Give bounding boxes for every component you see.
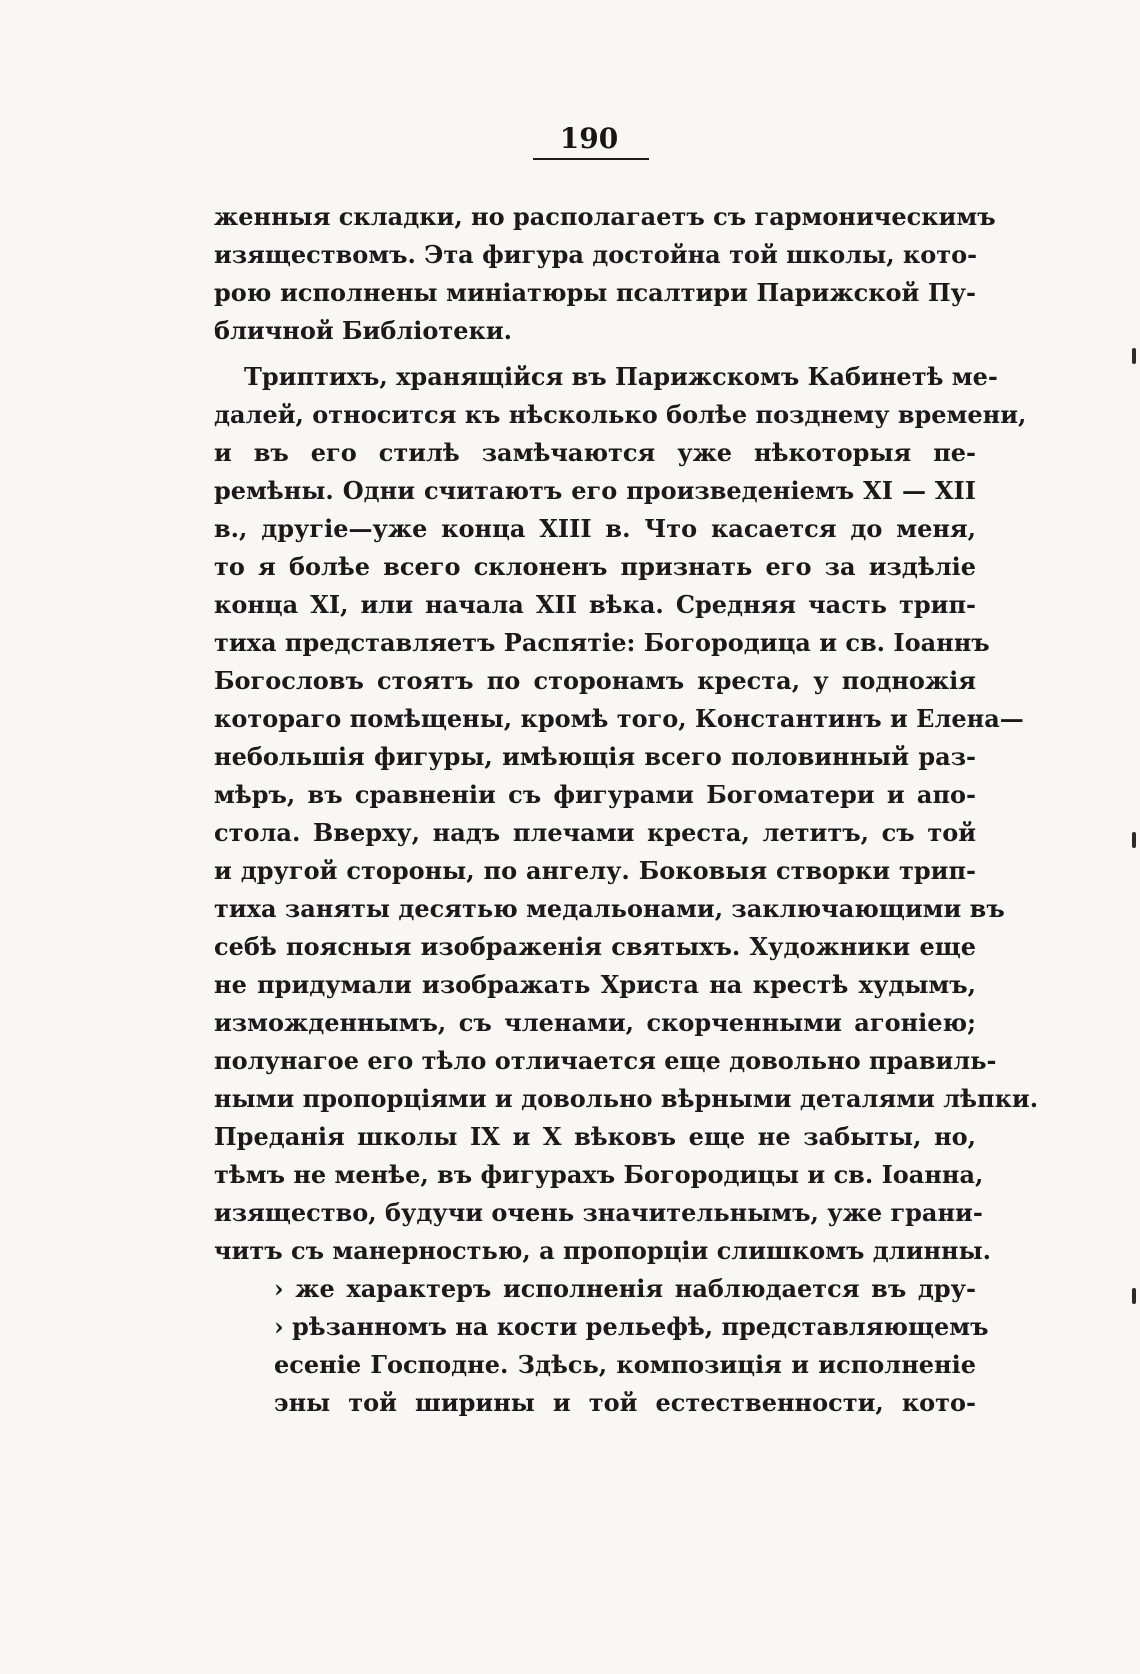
text-line: то я болѣе всего склоненъ признать его за издѣліе <box>214 552 976 581</box>
text-line: конца XI, или начала XII вѣка. Средняя часть трип- <box>214 590 976 619</box>
scan-artifact <box>1132 1288 1136 1304</box>
text-line: › рѣзанномъ на кости рельефѣ, представляющемъ <box>274 1312 989 1341</box>
text-line: рою исполнены миніатюры псалтири Парижской Пу- <box>214 278 976 307</box>
text-line: и въ его стилѣ замѣчаются уже нѣкоторыя пе- <box>214 438 976 467</box>
text-line: небольшія фигуры, имѣющія всего половинный раз- <box>214 742 976 771</box>
text-line: эны той ширины и той естественности, кото- <box>274 1388 976 1417</box>
text-line: Триптихъ, хранящійся въ Парижскомъ Кабинетѣ ме- <box>244 362 998 391</box>
text-line: котораго помѣщены, кромѣ того, Константинъ и Елена— <box>214 704 1024 733</box>
text-line: стола. Вверху, надъ плечами креста, летитъ, съ той <box>214 818 976 847</box>
text-line: тѣмъ не менѣе, въ фигурахъ Богородицы и св. Іоанна, <box>214 1160 984 1189</box>
text-line: ремѣны. Одни считаютъ его произведеніемъ XI — XII <box>214 476 976 505</box>
scan-artifact <box>1132 348 1136 364</box>
text-line: изящество, будучи очень значительнымъ, уже грани- <box>214 1198 983 1227</box>
text-line: полунагое его тѣло отличается еще довольно правиль- <box>214 1046 997 1075</box>
text-line: ными пропорціями и довольно вѣрными деталями лѣпки. <box>214 1084 1039 1113</box>
text-line: не придумали изображать Христа на крестѣ худымъ, <box>214 970 976 999</box>
text-line: изяществомъ. Эта фигура достойна той школы, кото- <box>214 240 978 269</box>
text-line: мѣръ, въ сравненіи съ фигурами Богоматери и апо- <box>214 780 976 809</box>
page-number-rule <box>533 158 649 160</box>
text-line: в., другіе—уже конца XIII в. Что касается до меня, <box>214 514 976 543</box>
text-line: Преданія школы IX и X вѣковъ еще не забыты, но, <box>214 1122 976 1151</box>
text-line: далей, относится къ нѣсколько болѣе позднему времени, <box>214 400 1027 429</box>
text-line: бличной Библіотеки. <box>214 316 513 345</box>
body-text <box>214 198 1039 1422</box>
text-line: › же характеръ исполненія наблюдается въ дру- <box>274 1274 976 1303</box>
text-line: себѣ поясныя изображенія святыхъ. Художники еще <box>214 932 976 961</box>
text-line: Богословъ стоятъ по сторонамъ креста, у подножія <box>214 666 976 695</box>
page-number: 190 <box>559 122 619 155</box>
scan-artifact <box>1132 832 1136 848</box>
text-line: изможденнымъ, съ членами, скорченными агоніею; <box>214 1008 976 1037</box>
text-line: и другой стороны, по ангелу. Боковыя створки трип- <box>214 856 976 885</box>
text-line: читъ съ манерностью, а пропорціи слишкомъ длинны. <box>214 1236 992 1265</box>
text-line: тиха представляетъ Распятіе: Богородица и св. Іоаннъ <box>214 628 990 657</box>
text-line: тиха заняты десятью медальонами, заключающими въ <box>214 894 1005 923</box>
text-line: женныя складки, но располагаетъ съ гармоническимъ <box>214 202 996 231</box>
text-line: есеніе Господне. Здѣсь, композиція и исполненіе <box>274 1350 976 1379</box>
